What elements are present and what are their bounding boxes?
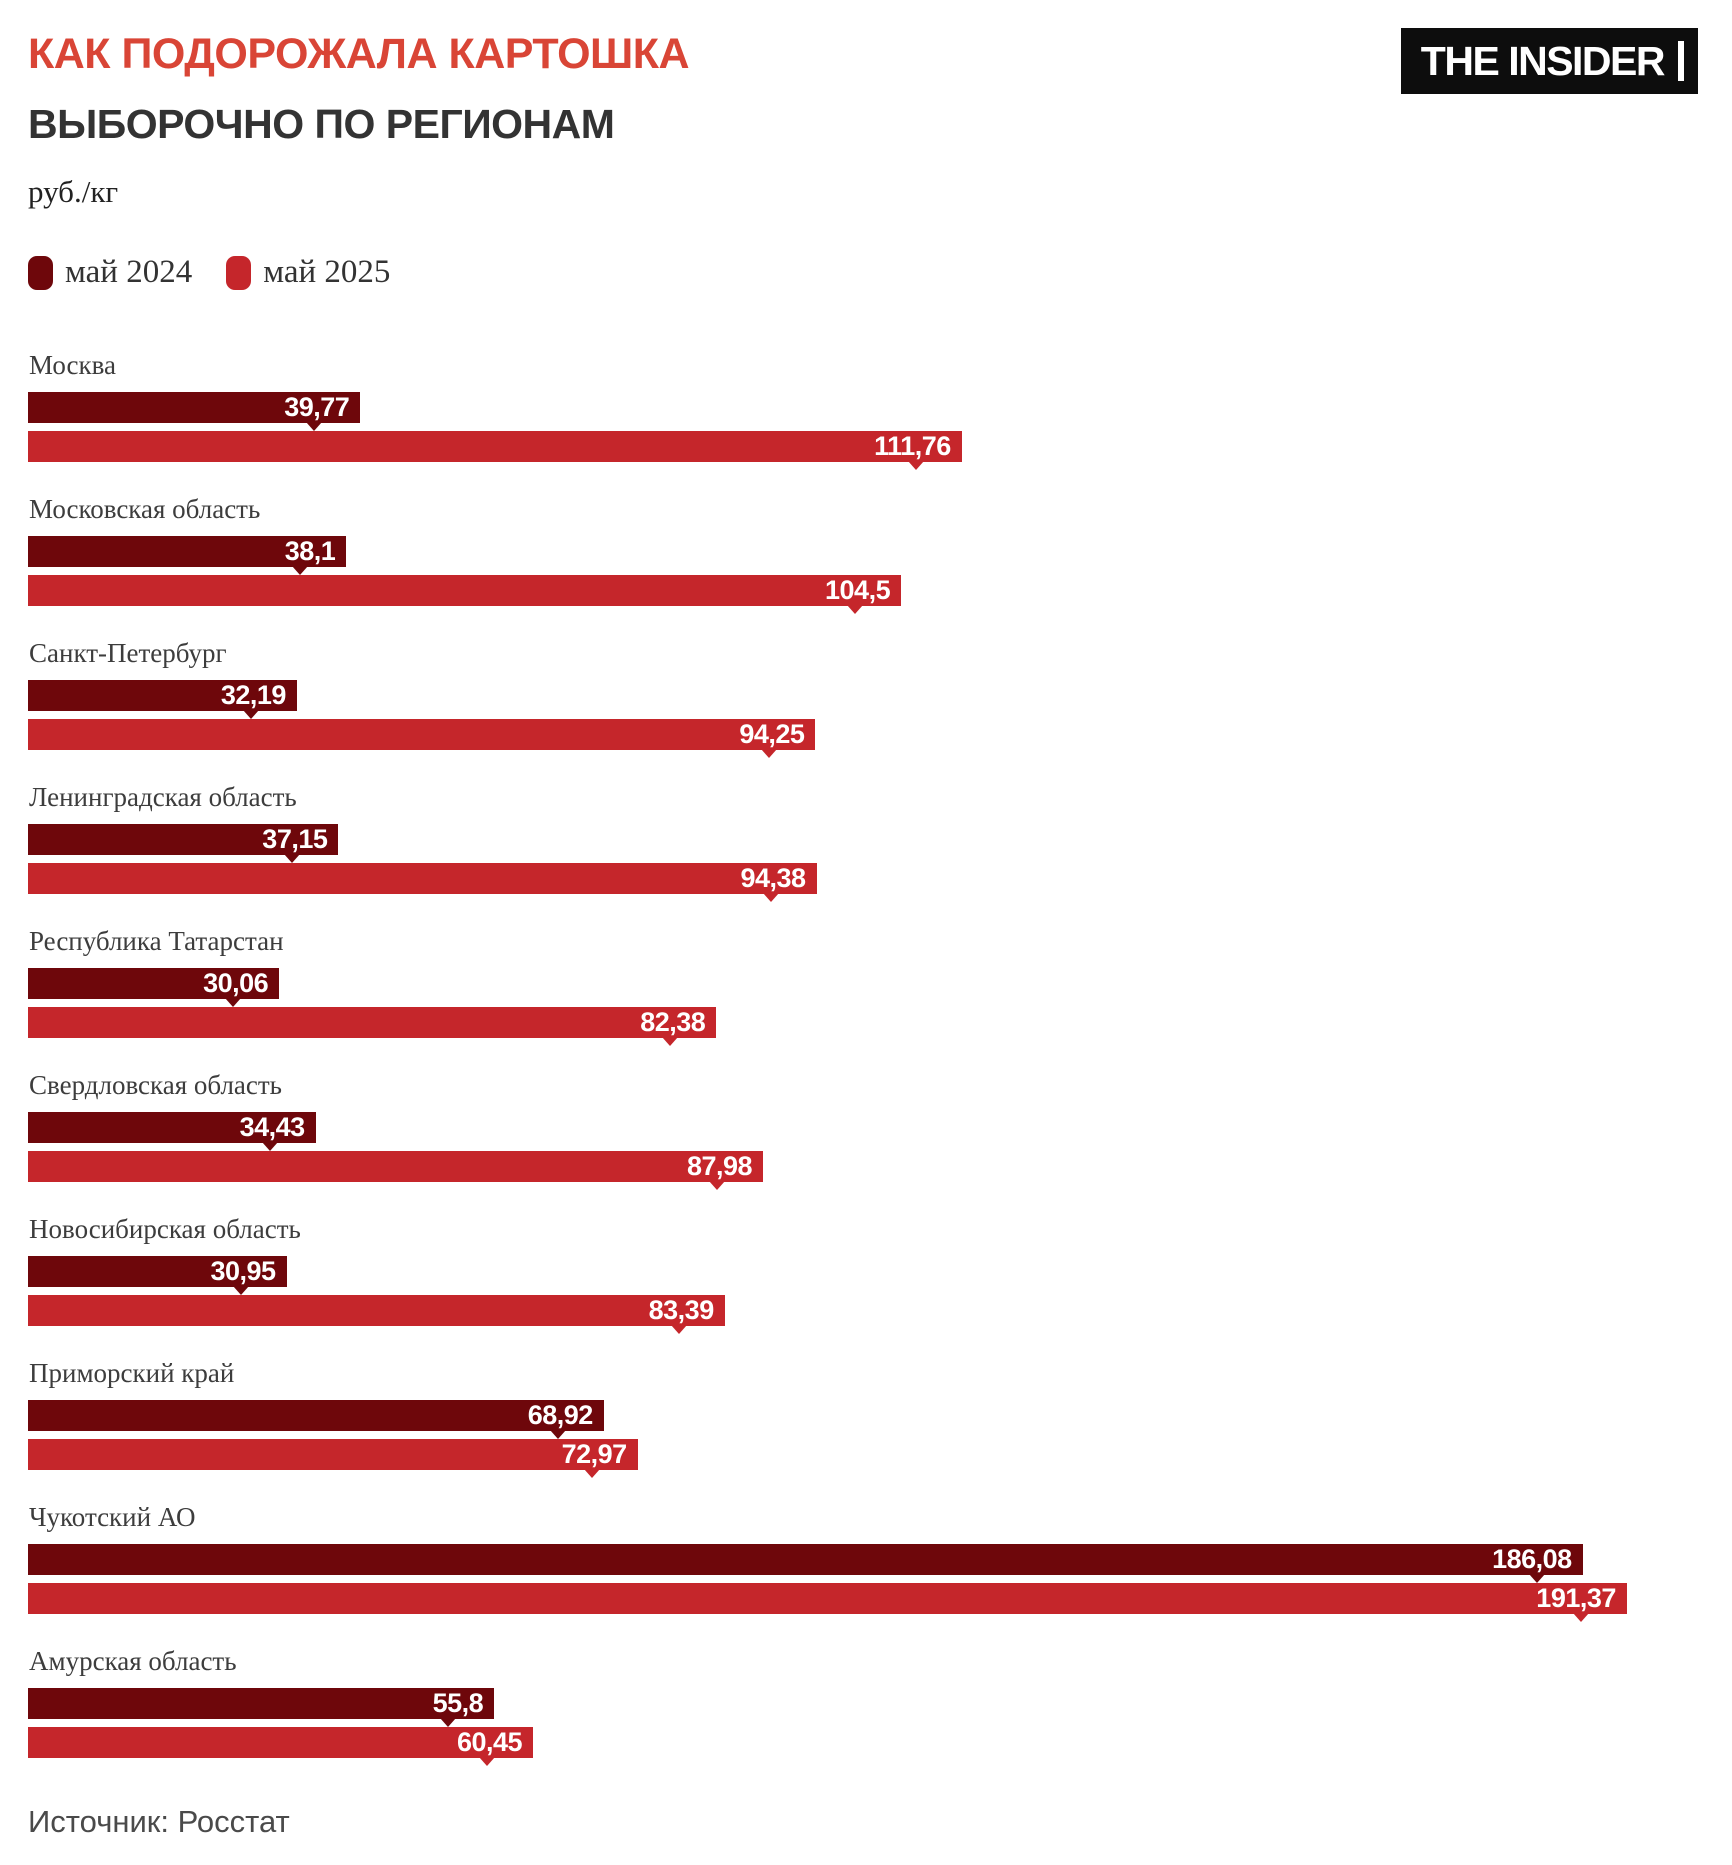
region-row [28, 1069, 1704, 1182]
bar-май-2024 [28, 1256, 287, 1287]
bar-label-tail [908, 461, 924, 470]
region-row [28, 493, 1704, 606]
bar-value: 30,06 [203, 968, 269, 998]
bar-value: 32,19 [220, 680, 286, 710]
page-title: КАК ПОДОРОЖАЛА КАРТОШКА [28, 30, 690, 78]
region-row [28, 637, 1704, 750]
bar-value: 94,38 [740, 863, 806, 893]
bar-label-tail [709, 1181, 725, 1190]
bar-label-tail [262, 1142, 278, 1151]
bar-label-tail [225, 998, 241, 1007]
bar-май-2025 [28, 1439, 638, 1470]
bar-value: 72,97 [561, 1439, 627, 1469]
the-insider-logo [1401, 28, 1698, 94]
region-label: Москва [29, 350, 116, 380]
bar-label-tail [243, 710, 259, 719]
bar-label-tail [761, 749, 777, 758]
bar-chart [28, 349, 1704, 1758]
bar-label-tail [671, 1325, 687, 1334]
bar-label-tail [479, 1757, 495, 1766]
bar-май-2024 [28, 1688, 494, 1719]
bar-май-2024 [28, 824, 338, 855]
bar-label-tail [440, 1718, 456, 1727]
region-label: Амурская область [29, 1646, 237, 1676]
bar-май-2024 [28, 968, 279, 999]
bar-value: 94,25 [739, 719, 805, 749]
bar-value: 186,08 [1492, 1544, 1572, 1574]
bar-value: 68,92 [527, 1400, 593, 1430]
bar-label-tail [306, 422, 322, 431]
bar-label-tail [662, 1037, 678, 1046]
bar-май-2025 [28, 719, 815, 750]
region-row [28, 925, 1704, 1038]
region-row [28, 1501, 1704, 1614]
bar-value: 82,38 [640, 1007, 706, 1037]
bar-value: 30,95 [210, 1256, 276, 1286]
bar-май-2025 [28, 1727, 533, 1758]
region-label: Чукотский АО [29, 1502, 196, 1532]
region-row [28, 349, 1704, 462]
bar-май-2024 [28, 680, 297, 711]
legend-label-2025: май 2025 [263, 254, 391, 290]
region-row [28, 1645, 1704, 1758]
bar-label-tail [292, 566, 308, 575]
bar-май-2024 [28, 536, 346, 567]
source-note: Источник: Росстат [28, 1804, 290, 1839]
bar-value: 104,5 [825, 575, 891, 605]
bar-май-2025 [28, 1007, 716, 1038]
legend [28, 254, 1704, 291]
bar-май-2025 [28, 1295, 725, 1326]
region-label: Ленинградская область [29, 782, 297, 812]
bar-value: 39,77 [284, 392, 350, 422]
legend-label-2024: май 2024 [65, 254, 193, 290]
page-subtitle: ВЫБОРОЧНО ПО РЕГИОНАМ [28, 101, 615, 147]
region-label: Новосибирская область [29, 1214, 301, 1244]
region-row [28, 1213, 1704, 1326]
bar-label-tail [284, 854, 300, 863]
bar-май-2025 [28, 431, 962, 462]
legend-item-2025 [226, 254, 390, 291]
bar-май-2024 [28, 1400, 604, 1431]
bar-value: 38,1 [284, 536, 336, 566]
region-label: Московская область [29, 494, 261, 524]
bar-value: 191,37 [1536, 1583, 1616, 1613]
bar-label-tail [847, 605, 863, 614]
unit-label: руб./кг [28, 174, 119, 209]
bar-label-tail [233, 1286, 249, 1295]
bar-май-2024 [28, 1544, 1583, 1575]
bar-value: 60,45 [456, 1727, 523, 1757]
bar-label-tail [1529, 1574, 1545, 1583]
bar-value: 111,76 [874, 431, 951, 461]
region-row [28, 1357, 1704, 1470]
bar-label-tail [763, 893, 779, 902]
region-label: Приморский край [29, 1358, 235, 1388]
bar-май-2025 [28, 1583, 1627, 1614]
legend-swatch-2024 [28, 256, 53, 290]
legend-swatch-2025 [226, 256, 251, 290]
bar-май-2024 [28, 1112, 316, 1143]
bar-value: 34,43 [239, 1112, 305, 1142]
logo-text: THE INSIDER [1420, 37, 1664, 84]
legend-item-2024 [28, 254, 192, 291]
bar-label-tail [584, 1469, 600, 1478]
bar-май-2025 [28, 575, 901, 606]
bar-label-tail [550, 1430, 566, 1439]
bar-value: 55,8 [432, 1688, 484, 1718]
bar-май-2024 [28, 392, 360, 423]
bar-май-2025 [28, 863, 817, 894]
logo-cursor-bar [1678, 41, 1684, 81]
bar-value: 37,15 [262, 824, 328, 854]
bar-value: 87,98 [686, 1151, 753, 1181]
region-row [28, 781, 1704, 894]
bar-value: 83,39 [648, 1295, 714, 1325]
region-label: Свердловская область [29, 1070, 282, 1100]
region-label: Республика Татарстан [29, 926, 284, 956]
region-label: Санкт-Петербург [29, 638, 227, 668]
bar-май-2025 [28, 1151, 763, 1182]
bar-label-tail [1573, 1613, 1589, 1622]
